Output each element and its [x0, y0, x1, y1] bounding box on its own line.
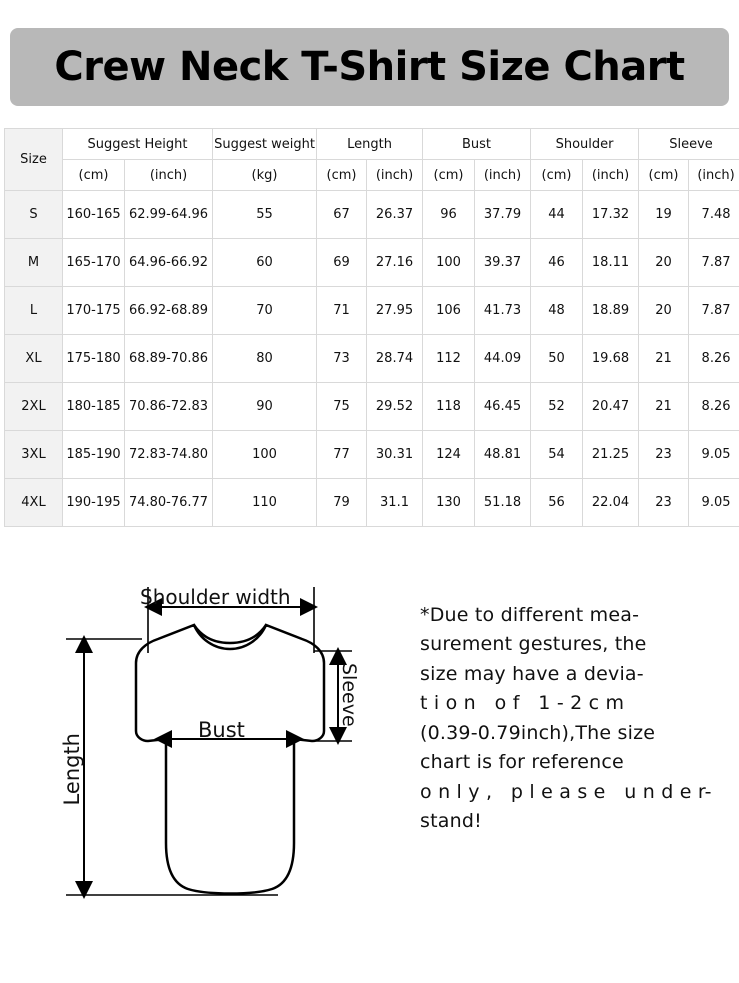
cell-sleeve-cm: 19	[639, 191, 689, 239]
cell-shoulder-cm: 52	[531, 383, 583, 431]
header-length: Length	[317, 129, 423, 160]
cell-sleeve-cm: 23	[639, 479, 689, 527]
cell-height-inch: 62.99-64.96	[125, 191, 213, 239]
cell-size: L	[5, 287, 63, 335]
note-line-6: chart is for reference	[420, 748, 720, 777]
lower-section	[0, 543, 739, 933]
cell-length-inch: 26.37	[367, 191, 423, 239]
cell-bust-inch: 51.18	[475, 479, 531, 527]
cell-height-cm: 170-175	[63, 287, 125, 335]
note-line-4: t i o n o f 1 - 2 c m	[420, 689, 720, 718]
table-row	[5, 287, 739, 335]
unit-shoulder-cm: (cm)	[531, 160, 583, 191]
unit-bust-cm: (cm)	[423, 160, 475, 191]
header-suggest-height: Suggest Height	[63, 129, 213, 160]
measurement-disclaimer-note	[420, 601, 720, 837]
cell-bust-cm: 118	[423, 383, 475, 431]
cell-size: M	[5, 239, 63, 287]
cell-bust-cm: 112	[423, 335, 475, 383]
table-row	[5, 335, 739, 383]
cell-length-inch: 29.52	[367, 383, 423, 431]
size-chart-table-wrapper	[4, 128, 735, 527]
cell-weight-kg: 60	[213, 239, 317, 287]
cell-length-cm: 73	[317, 335, 367, 383]
cell-height-cm: 190-195	[63, 479, 125, 527]
cell-shoulder-cm: 50	[531, 335, 583, 383]
cell-length-inch: 30.31	[367, 431, 423, 479]
cell-shoulder-inch: 18.11	[583, 239, 639, 287]
unit-sleeve-cm: (cm)	[639, 160, 689, 191]
cell-height-cm: 160-165	[63, 191, 125, 239]
cell-shoulder-inch: 20.47	[583, 383, 639, 431]
cell-height-inch: 66.92-68.89	[125, 287, 213, 335]
cell-length-inch: 31.1	[367, 479, 423, 527]
unit-length-inch: (inch)	[367, 160, 423, 191]
tshirt-measurement-diagram	[18, 543, 418, 923]
bust-label: Bust	[198, 718, 245, 742]
cell-weight-kg: 70	[213, 287, 317, 335]
cell-weight-kg: 110	[213, 479, 317, 527]
cell-height-cm: 185-190	[63, 431, 125, 479]
note-line-1: *Due to different mea-	[420, 601, 720, 630]
note-line-2: surement gestures, the	[420, 630, 720, 659]
cell-sleeve-cm: 20	[639, 287, 689, 335]
cell-sleeve-inch: 7.48	[689, 191, 739, 239]
cell-size: 3XL	[5, 431, 63, 479]
cell-length-inch: 27.95	[367, 287, 423, 335]
cell-bust-inch: 46.45	[475, 383, 531, 431]
cell-size: S	[5, 191, 63, 239]
cell-height-inch: 74.80-76.77	[125, 479, 213, 527]
note-line-3: size may have a devia-	[420, 660, 720, 689]
cell-bust-cm: 130	[423, 479, 475, 527]
cell-length-cm: 79	[317, 479, 367, 527]
cell-shoulder-cm: 54	[531, 431, 583, 479]
table-row	[5, 191, 739, 239]
header-sleeve: Sleeve	[639, 129, 739, 160]
cell-length-inch: 28.74	[367, 335, 423, 383]
cell-shoulder-inch: 19.68	[583, 335, 639, 383]
shoulder-width-label: Shoulder width	[140, 585, 291, 609]
table-header-group-row	[5, 129, 739, 160]
cell-bust-inch: 41.73	[475, 287, 531, 335]
tshirt-body-outline	[136, 625, 324, 894]
header-suggest-weight: Suggest weight	[213, 129, 317, 160]
cell-bust-cm: 100	[423, 239, 475, 287]
cell-bust-cm: 106	[423, 287, 475, 335]
cell-height-inch: 68.89-70.86	[125, 335, 213, 383]
length-label: Length	[60, 733, 84, 805]
size-chart-table	[4, 128, 739, 527]
cell-shoulder-inch: 21.25	[583, 431, 639, 479]
sleeve-label: Sleeve	[338, 663, 360, 727]
cell-sleeve-cm: 21	[639, 335, 689, 383]
table-row	[5, 383, 739, 431]
cell-height-inch: 70.86-72.83	[125, 383, 213, 431]
header-bust: Bust	[423, 129, 531, 160]
cell-bust-cm: 124	[423, 431, 475, 479]
cell-sleeve-inch: 7.87	[689, 239, 739, 287]
header-size: Size	[5, 129, 63, 191]
cell-height-cm: 180-185	[63, 383, 125, 431]
unit-length-cm: (cm)	[317, 160, 367, 191]
cell-sleeve-cm: 23	[639, 431, 689, 479]
cell-length-inch: 27.16	[367, 239, 423, 287]
unit-height-cm: (cm)	[63, 160, 125, 191]
table-row	[5, 431, 739, 479]
table-header-unit-row	[5, 160, 739, 191]
unit-bust-inch: (inch)	[475, 160, 531, 191]
cell-length-cm: 71	[317, 287, 367, 335]
cell-height-cm: 175-180	[63, 335, 125, 383]
cell-bust-inch: 37.79	[475, 191, 531, 239]
cell-sleeve-cm: 21	[639, 383, 689, 431]
cell-shoulder-inch: 17.32	[583, 191, 639, 239]
cell-bust-cm: 96	[423, 191, 475, 239]
cell-bust-inch: 44.09	[475, 335, 531, 383]
cell-shoulder-cm: 56	[531, 479, 583, 527]
table-row	[5, 239, 739, 287]
cell-sleeve-inch: 9.05	[689, 431, 739, 479]
cell-sleeve-inch: 7.87	[689, 287, 739, 335]
cell-shoulder-cm: 46	[531, 239, 583, 287]
note-line-5: (0.39-0.79inch),The size	[420, 719, 720, 748]
cell-length-cm: 69	[317, 239, 367, 287]
unit-height-inch: (inch)	[125, 160, 213, 191]
cell-sleeve-cm: 20	[639, 239, 689, 287]
page-title: Crew Neck T-Shirt Size Chart	[54, 44, 684, 90]
cell-shoulder-cm: 44	[531, 191, 583, 239]
cell-bust-inch: 48.81	[475, 431, 531, 479]
cell-height-inch: 64.96-66.92	[125, 239, 213, 287]
cell-length-cm: 75	[317, 383, 367, 431]
cell-size: 2XL	[5, 383, 63, 431]
cell-sleeve-inch: 8.26	[689, 335, 739, 383]
unit-sleeve-inch: (inch)	[689, 160, 739, 191]
cell-size: XL	[5, 335, 63, 383]
cell-weight-kg: 80	[213, 335, 317, 383]
cell-height-inch: 72.83-74.80	[125, 431, 213, 479]
header-shoulder: Shoulder	[531, 129, 639, 160]
cell-shoulder-inch: 22.04	[583, 479, 639, 527]
note-line-7: o n l y , p l e a s e u n d e r-	[420, 778, 720, 807]
unit-weight-kg: (kg)	[213, 160, 317, 191]
cell-sleeve-inch: 8.26	[689, 383, 739, 431]
cell-shoulder-cm: 48	[531, 287, 583, 335]
cell-length-cm: 77	[317, 431, 367, 479]
unit-shoulder-inch: (inch)	[583, 160, 639, 191]
title-banner	[10, 28, 729, 106]
cell-shoulder-inch: 18.89	[583, 287, 639, 335]
note-line-8: stand!	[420, 807, 720, 836]
table-row	[5, 479, 739, 527]
cell-size: 4XL	[5, 479, 63, 527]
cell-weight-kg: 100	[213, 431, 317, 479]
cell-length-cm: 67	[317, 191, 367, 239]
cell-height-cm: 165-170	[63, 239, 125, 287]
cell-bust-inch: 39.37	[475, 239, 531, 287]
cell-sleeve-inch: 9.05	[689, 479, 739, 527]
cell-weight-kg: 90	[213, 383, 317, 431]
cell-weight-kg: 55	[213, 191, 317, 239]
